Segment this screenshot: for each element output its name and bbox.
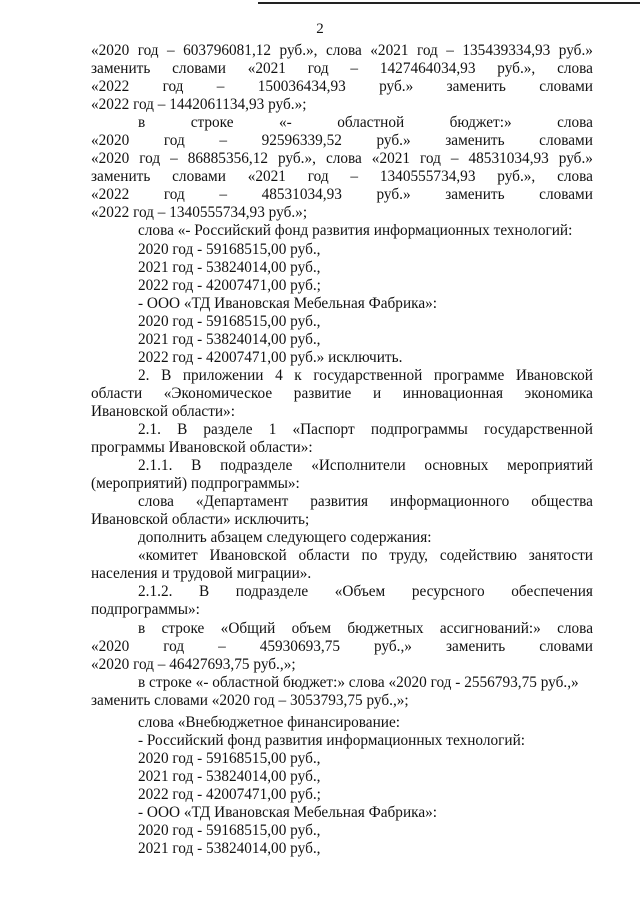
text-line: [91, 674, 593, 692]
text-word: слова: [138, 493, 174, 511]
text-word: руб.,»: [373, 637, 412, 655]
text-word: подпрограммы: [370, 420, 468, 438]
text-line: [91, 768, 593, 786]
text-word: 2020 год - 59168515,00 руб.,: [138, 240, 321, 258]
text-word: строке: [190, 114, 234, 132]
text-word: 1: [268, 420, 277, 438]
text-line: [91, 750, 593, 768]
text-word: В: [161, 366, 172, 384]
text-word: области: [298, 547, 350, 565]
text-word: основных: [424, 457, 489, 475]
text-word: государственной: [483, 420, 593, 438]
text-word: руб.»: [376, 186, 411, 204]
text-line: [91, 349, 593, 367]
text-word: подпрограммы»:: [91, 601, 200, 619]
text-line: [91, 840, 593, 858]
text-word: 1427464034,93: [379, 60, 476, 78]
text-word: руб.»: [376, 132, 411, 150]
text-word: 2.: [138, 366, 150, 384]
text-word: области: [91, 384, 143, 402]
text-word: «2020: [91, 150, 130, 168]
text-line: [91, 421, 593, 439]
text-word: «2022: [91, 78, 130, 96]
text-word: руб.»,: [497, 60, 536, 78]
text-word: В: [199, 583, 210, 601]
page-number: 2: [316, 21, 324, 37]
text-word: к: [294, 366, 302, 384]
text-word: по: [361, 547, 378, 565]
text-word: –: [216, 78, 225, 96]
text-word: заменить: [445, 186, 505, 204]
text-word: строке: [161, 619, 205, 637]
text-line: [91, 114, 593, 132]
text-line: [91, 204, 593, 222]
text-line: [91, 529, 593, 547]
text-line: [91, 331, 593, 349]
text-word: 2020 год - 59168515,00 руб.,: [138, 749, 321, 767]
text-line: [91, 547, 593, 565]
text-word: Ивановской: [209, 547, 287, 565]
text-line: [91, 96, 593, 114]
text-word: год: [163, 186, 185, 204]
text-word: руб.»,: [277, 150, 316, 168]
document-body: [91, 42, 593, 858]
text-word: –: [450, 150, 459, 168]
text-word: общества: [531, 493, 593, 511]
text-word: заменить: [445, 637, 506, 655]
text-word: –: [218, 637, 226, 655]
text-word: год: [139, 150, 161, 168]
text-word: слова «Внебюджетное финансирование:: [138, 713, 400, 731]
text-line: [91, 295, 593, 313]
text-word: «Исполнители: [311, 457, 406, 475]
text-word: год: [420, 150, 441, 168]
text-word: 603796081,12: [183, 42, 272, 59]
text-word: приложении: [182, 366, 264, 384]
text-word: программе: [433, 366, 505, 384]
text-word: 2021 год - 53824014,00 руб.,: [138, 840, 321, 858]
text-word: слова: [557, 619, 593, 637]
text-word: 48531034,93: [468, 150, 549, 168]
text-word: слова: [557, 60, 593, 78]
text-word: населения и трудовой миграции».: [91, 565, 312, 583]
text-line: [91, 583, 593, 601]
text-word: 2020 год - 59168515,00 руб.,: [138, 312, 321, 330]
text-word: руб.»,: [497, 168, 536, 186]
text-line: [91, 565, 593, 583]
text-word: «2020: [91, 132, 130, 150]
text-line: [91, 403, 593, 421]
text-word: в: [138, 619, 146, 637]
text-word: «2022 год – 1340555734,93 руб.»;: [91, 204, 308, 222]
text-word: заменить: [91, 168, 151, 186]
text-word: 135439334,93: [462, 42, 551, 59]
text-word: заменить: [445, 132, 505, 150]
text-line: [91, 692, 593, 710]
text-word: слова: [557, 168, 593, 186]
text-word: заменить словами «2020 год – 3053793,75 руб.,»;: [91, 691, 409, 709]
text-word: областной: [337, 114, 405, 132]
text-word: (мероприятий) подпрограммы»:: [91, 475, 300, 493]
text-word: –: [350, 60, 359, 78]
text-word: год: [162, 78, 184, 96]
text-line: [91, 786, 593, 804]
text-word: год: [163, 637, 185, 655]
text-word: ресурсного: [411, 583, 485, 601]
text-line: [91, 511, 593, 529]
text-word: «2022: [91, 186, 130, 204]
text-line: [91, 439, 593, 457]
text-word: словами: [172, 60, 226, 78]
text-word: - Российский фонд развития информационных технологий:: [138, 731, 526, 749]
text-word: 2021 год - 53824014,00 руб.,: [138, 767, 321, 785]
text-line: [91, 60, 593, 78]
text-word: 48531034,93: [261, 186, 342, 204]
text-word: развитие: [293, 384, 352, 402]
text-word: –: [219, 132, 227, 150]
text-line: [91, 186, 593, 204]
text-word: словами: [539, 186, 593, 204]
text-word: подразделе: [220, 457, 293, 475]
text-word: «Департамент: [195, 493, 289, 511]
text-word: руб.»: [558, 150, 593, 168]
text-word: «-: [278, 114, 292, 132]
text-line: [91, 313, 593, 331]
text-word: объем: [291, 619, 332, 637]
text-word: дополнить абзацем следующего содержания:: [138, 529, 432, 547]
text-word: развития: [310, 493, 369, 511]
text-word: год: [416, 42, 438, 59]
text-word: словами: [539, 132, 593, 150]
text-line: [91, 732, 593, 750]
text-word: «2021: [247, 60, 286, 78]
text-word: словами: [539, 637, 593, 655]
text-line: [91, 804, 593, 822]
text-line: [91, 150, 593, 168]
text-word: бюджетных: [347, 619, 424, 637]
text-word: «2020 год – 46427693,75 руб.,»;: [91, 655, 296, 673]
text-word: подразделе: [235, 583, 309, 601]
text-word: 1340555734,93: [379, 168, 476, 186]
text-word: труду,: [389, 547, 428, 565]
text-word: «2021: [247, 168, 286, 186]
text-line: [91, 822, 593, 840]
text-word: «Паспорт: [292, 420, 355, 438]
text-line: [91, 132, 593, 150]
text-word: –: [446, 42, 454, 59]
text-word: 2021 год - 53824014,00 руб.,: [138, 330, 321, 348]
text-line: [91, 78, 593, 96]
text-word: 150036434,93: [257, 78, 346, 96]
text-word: 2.1.: [138, 420, 161, 438]
text-word: «2020: [91, 42, 130, 59]
text-word: программы Ивановской области»:: [91, 439, 313, 457]
header-rule: [258, 2, 640, 4]
text-word: ассигнований:»: [439, 619, 541, 637]
text-line: [91, 385, 593, 403]
text-word: 2022 год - 42007471,00 руб.» исключить.: [138, 348, 403, 366]
text-word: 2022 год - 42007471,00 руб.;: [138, 276, 321, 294]
text-word: руб.»,: [279, 42, 318, 59]
text-line: [91, 656, 593, 674]
text-word: «2022 год – 1442061134,93 руб.»;: [91, 96, 307, 114]
text-line: [91, 714, 593, 732]
text-line: [91, 222, 593, 240]
text-word: В: [191, 457, 202, 475]
text-word: «Общий: [220, 619, 276, 637]
text-word: год: [307, 60, 329, 78]
text-word: «Объем: [334, 583, 386, 601]
text-word: слова: [325, 150, 362, 168]
text-word: мероприятий: [507, 457, 593, 475]
text-word: бюджет:»: [449, 114, 512, 132]
text-word: обеспечения: [511, 583, 593, 601]
text-word: Ивановской области»:: [91, 402, 235, 420]
text-line: [91, 601, 593, 619]
text-word: год: [307, 168, 329, 186]
text-word: год: [137, 42, 159, 59]
text-line: [91, 277, 593, 295]
text-word: –: [350, 168, 359, 186]
text-word: год: [163, 132, 185, 150]
text-line: [91, 493, 593, 511]
text-word: 45930693,75: [259, 637, 341, 655]
text-word: руб.»: [558, 42, 593, 59]
text-word: –: [167, 42, 175, 59]
text-word: заменить: [91, 60, 151, 78]
text-line: [91, 638, 593, 656]
text-line: [91, 457, 593, 475]
text-word: 2.1.2.: [138, 583, 173, 601]
text-line: [91, 168, 593, 186]
text-word: словами: [172, 168, 226, 186]
text-line: [91, 42, 593, 60]
text-line: [91, 259, 593, 277]
text-word: в строке «- областной бюджет:» слова «2020 год - 2556793,75 руб.,»: [138, 673, 579, 691]
text-word: информационного: [390, 493, 510, 511]
text-word: В: [177, 420, 188, 438]
text-word: слова: [325, 42, 362, 59]
text-word: в: [138, 114, 146, 132]
text-word: 92596339,52: [261, 132, 342, 150]
text-word: слова: [557, 114, 593, 132]
text-word: разделе: [203, 420, 253, 438]
text-word: содействию: [439, 547, 517, 565]
text-word: 2022 год - 42007471,00 руб.;: [138, 785, 321, 803]
text-word: «2020: [91, 637, 130, 655]
text-word: словами: [539, 78, 593, 96]
text-line: [91, 620, 593, 638]
text-word: 2020 год - 59168515,00 руб.,: [138, 822, 321, 840]
text-word: заменить: [446, 78, 506, 96]
text-word: 2021 год - 53824014,00 руб.,: [138, 258, 321, 276]
text-word: 86885356,12: [187, 150, 269, 168]
text-word: 4: [275, 366, 283, 384]
text-word: - ООО «ТД Ивановская Мебельная Фабрика»:: [138, 294, 438, 312]
text-word: «комитет: [138, 547, 198, 565]
text-word: «2021: [370, 42, 409, 59]
text-word: инновационная: [402, 384, 504, 402]
text-word: 2.1.1.: [138, 457, 173, 475]
text-word: - ООО «ТД Ивановская Мебельная Фабрика»:: [138, 803, 438, 821]
text-line: [91, 367, 593, 385]
text-word: Ивановской области» исключить;: [91, 511, 310, 529]
text-word: «Экономическое: [163, 384, 273, 402]
text-word: экономика: [524, 384, 593, 402]
text-word: слова «- Российский фонд развития информационных технологий:: [138, 222, 573, 240]
text-word: руб.»: [379, 78, 414, 96]
text-word: государственной: [313, 366, 423, 384]
text-word: Ивановской: [515, 366, 593, 384]
text-line: [91, 475, 593, 493]
text-word: «2021: [371, 150, 411, 168]
text-word: –: [219, 186, 227, 204]
text-line: [91, 241, 593, 259]
text-word: и: [372, 384, 382, 402]
text-word: занятости: [528, 547, 593, 565]
text-word: –: [170, 150, 178, 168]
